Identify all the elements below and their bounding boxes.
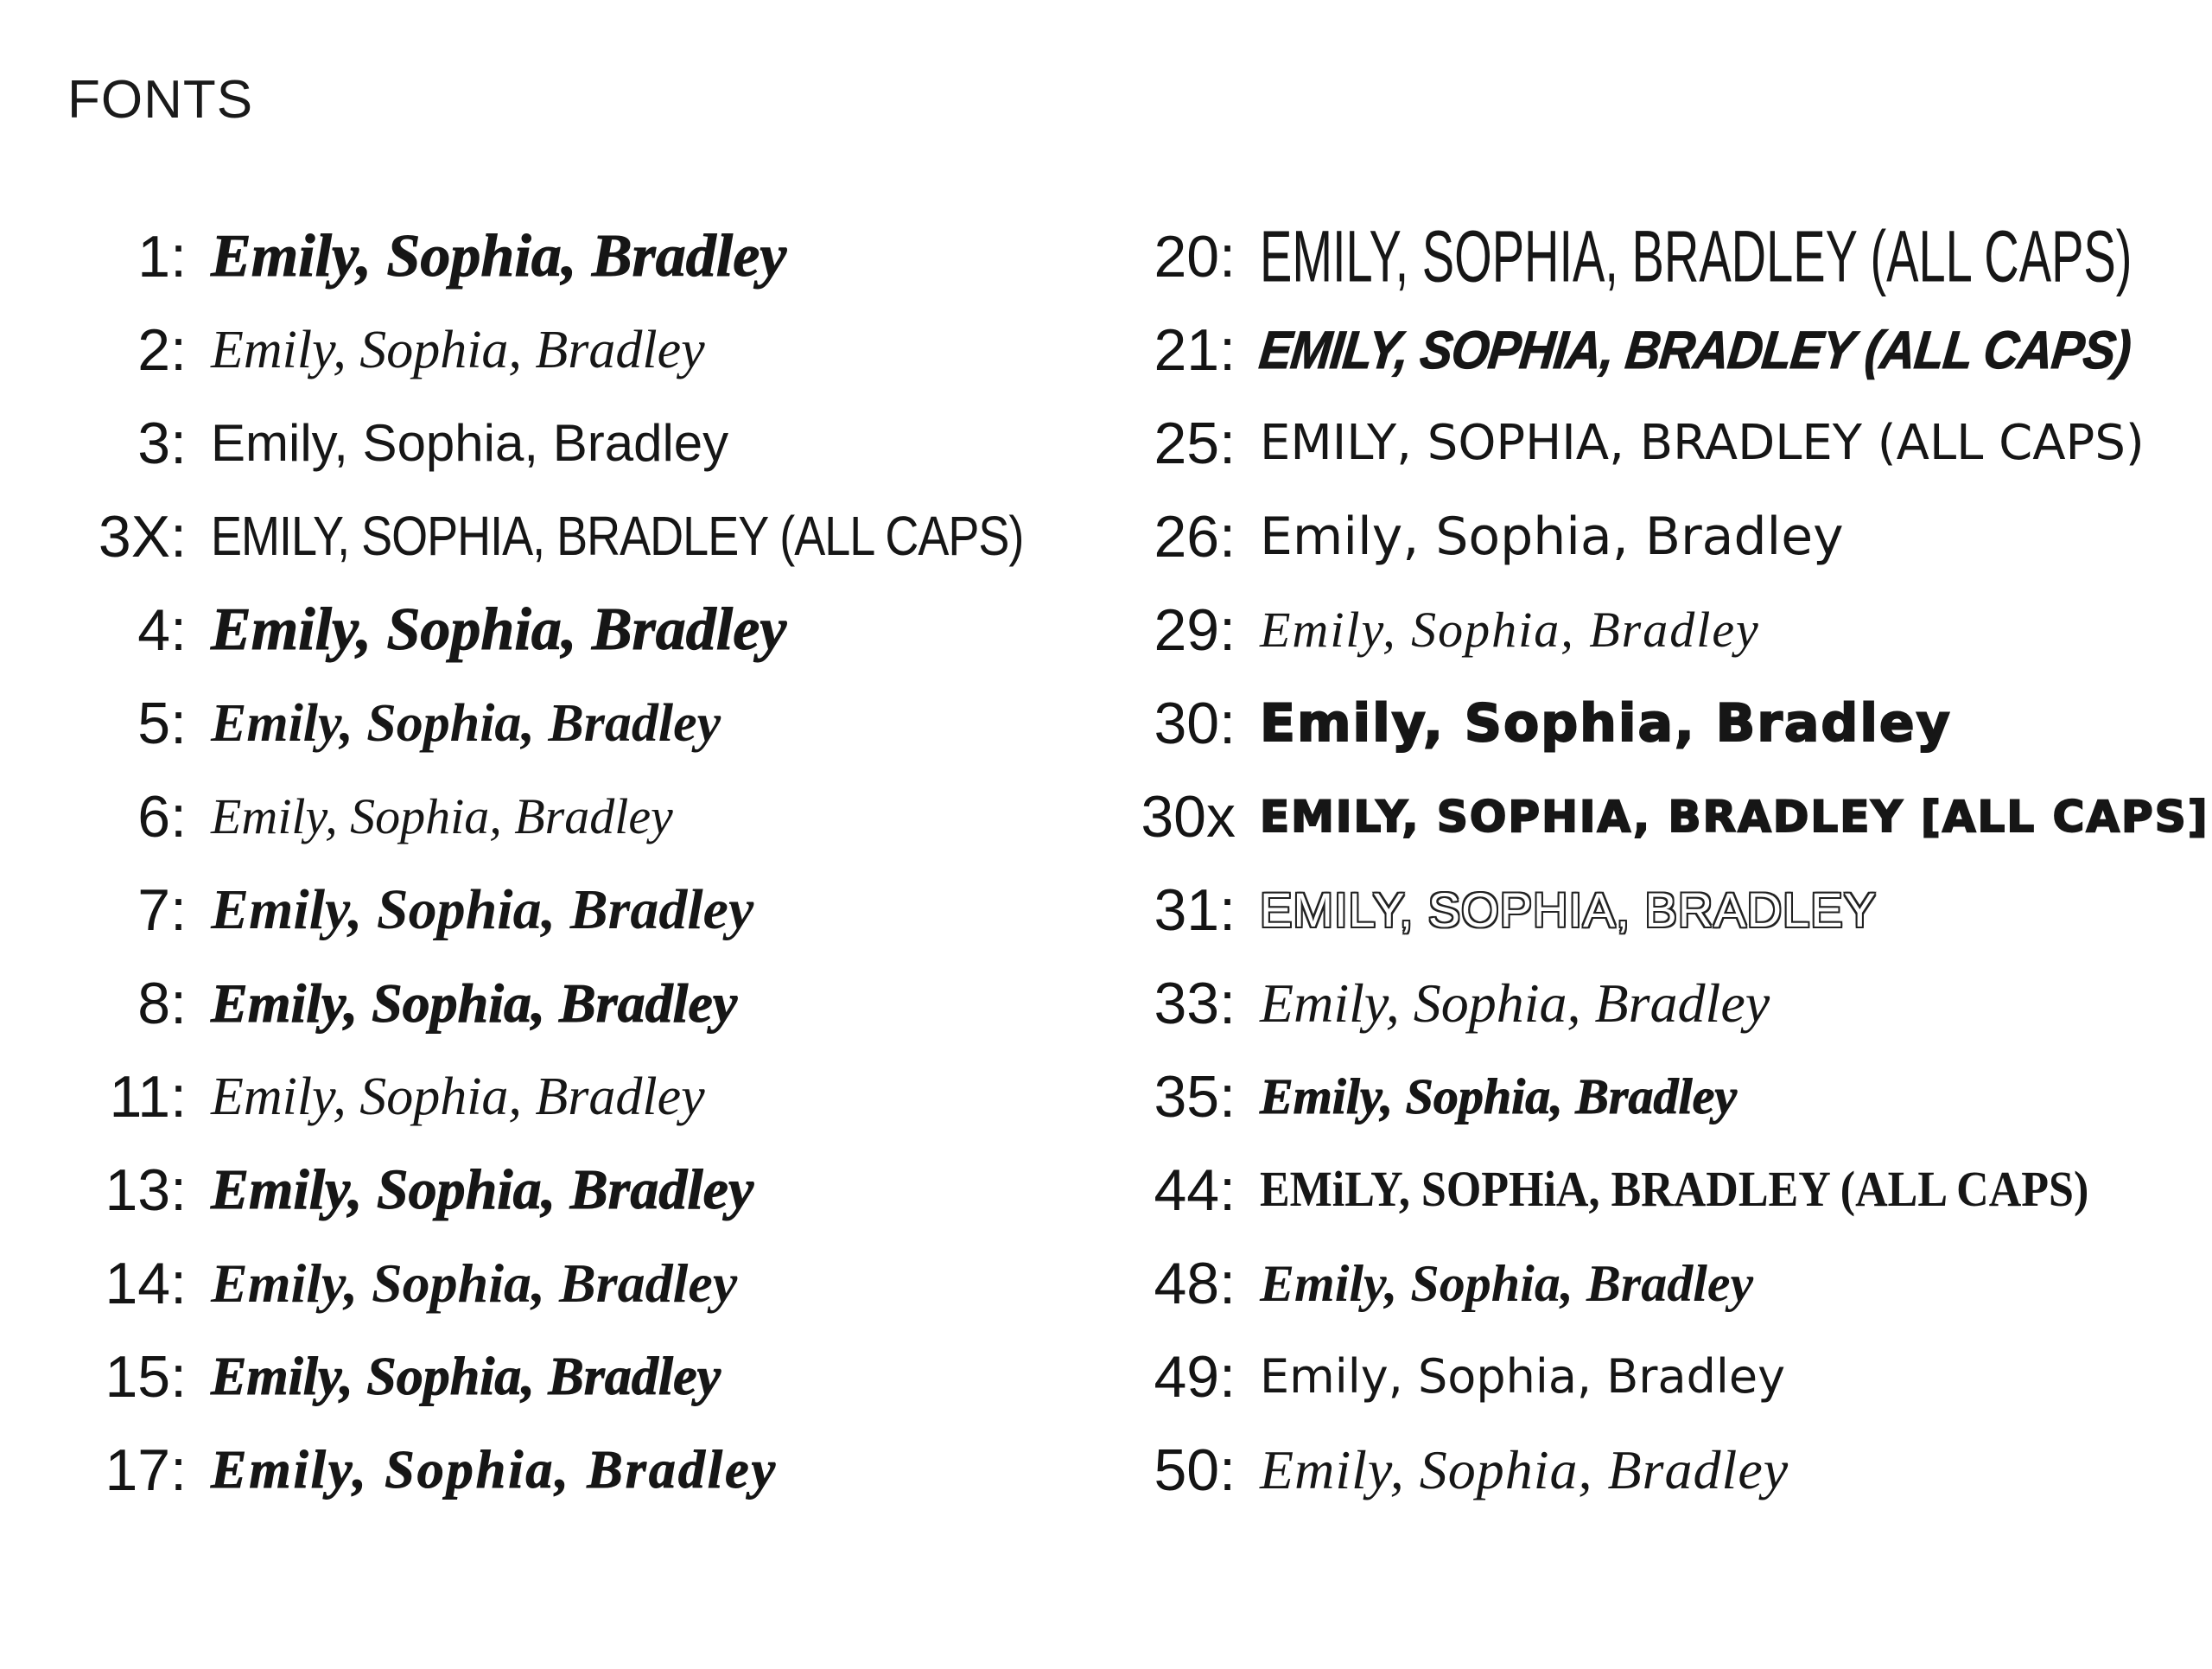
font-sample-text: Emily, Sophia, Bradley [1260,1349,1786,1404]
font-sample-text: Emily, Sophia, Bradley [211,1158,754,1221]
font-sample-row [1115,1330,2203,1424]
font-number-label: 13: [105,1157,187,1223]
font-sample-text: Emily, Sophia, Bradley [211,1347,721,1406]
font-sample-text: Emily, Sophia, Bradley [1260,506,1844,567]
font-number-label: 29: [1154,597,1236,663]
font-number-label: 30x [1141,784,1236,850]
font-sample-text: EMILY, SOPHIA, BRADLEY (ALL CAPS) [211,506,1024,568]
font-sample-row [55,677,1075,770]
font-sample-row [1115,770,2209,863]
font-sample-text: Emily, Sophia, Bradley [211,1067,705,1126]
font-sample-text: Emily, Sophia, Bradley [211,1441,779,1500]
font-sample-row [1115,1050,2203,1143]
font-sample-row [55,957,1075,1050]
right-column [1115,210,2209,1517]
font-number-label: 33: [1154,971,1236,1036]
font-sample-row [1115,303,2203,397]
font-sample-row [55,490,1075,583]
font-sample-row [1115,1237,2203,1330]
font-sample-row [55,397,1075,490]
font-sample-text: Emily, Sophia, Bradley [1260,602,1760,658]
font-number-label: 5: [137,691,187,756]
font-number-label: 48: [1154,1251,1236,1316]
font-sample-text: EMILY, SOPHIA, BRADLEY (ALL CAPS) [1260,415,2145,471]
page-title: FONTS [67,70,254,130]
font-number-label: 14: [105,1251,187,1316]
font-sample-row [1115,863,2203,957]
font-sample-row [1115,210,2203,303]
left-column [55,210,1075,1517]
font-number-label: 2: [137,317,187,383]
font-sample-row [55,1143,1075,1237]
font-number-label: 17: [105,1437,187,1503]
font-sample-text: Emily, Sophia, Bradley [1260,1068,1738,1124]
font-number-label: 26: [1154,504,1236,570]
font-sample-text: Emily, Sophia, Bradley [1260,693,1952,754]
font-sample-row [1115,677,2203,770]
font-sample-text: EMILY, SOPHIA, BRADLEY (ALL CAPS) [1260,215,2133,297]
font-sample-text: EMILY, SOPHIA, BRADLEY [ALL CAPS] [1260,792,2209,842]
font-sample-text: EMILY, SOPHIA, BRADLEY [1260,882,1877,937]
font-sample-row [1115,397,2203,490]
font-sample-text: Emily, Sophia, Bradley [211,321,705,379]
font-number-label: 25: [1154,411,1236,476]
font-sample-row [1115,583,2203,677]
font-number-label: 15: [105,1344,187,1410]
font-sample-row [55,1424,1075,1517]
font-sample-text: Emily, Sophia, Bradley [1260,1255,1754,1312]
font-number-label: 6: [137,784,187,850]
font-number-label: 3X: [98,504,187,570]
font-number-label: 20: [1154,224,1236,290]
font-sample-row [55,210,1075,303]
font-sample-row [55,1330,1075,1424]
font-sample-text: Emily, Sophia, Bradley [1260,1439,1789,1500]
font-sample-text: Emily, Sophia, Bradley [211,414,729,472]
font-sample-row [55,583,1075,677]
font-sample-row [55,863,1075,957]
font-number-label: 11: [109,1064,187,1130]
font-number-label: 44: [1154,1157,1236,1223]
font-sample-row [1115,1424,2203,1517]
font-number-label: 3: [137,411,187,476]
font-sample-text: Emily, Sophia, Bradley [211,1252,738,1314]
font-number-label: 50: [1154,1437,1236,1503]
font-sample-row [55,1237,1075,1330]
font-sample-text: Emily, Sophia, Bradley [211,972,738,1034]
font-number-label: 7: [137,877,187,943]
font-number-label: 1: [137,224,187,290]
font-sample-text: Emily, Sophia, Bradley [1260,972,1770,1034]
font-number-label: 30: [1154,691,1236,756]
font-sample-row [1115,1143,2203,1237]
font-sample-text: Emily, Sophia, Bradley [211,694,721,753]
font-columns [55,210,2212,1517]
font-number-label: 4: [137,597,187,663]
font-number-label: 31: [1154,877,1236,943]
font-sample-row [55,1050,1075,1143]
font-sample-text: Emily, Sophia, Bradley [211,223,787,290]
font-number-label: 49: [1154,1344,1236,1410]
font-number-label: 35: [1154,1064,1236,1130]
font-sample-text: Emily, Sophia, Bradley [211,878,754,941]
font-sample-row [55,770,1075,863]
font-sample-row [1115,957,2203,1050]
font-number-label: 8: [137,971,187,1036]
font-sample-text: Emily, Sophia, Bradley [211,596,787,663]
font-sample-row [55,303,1075,397]
font-sample-row [1115,490,2203,583]
font-sample-text: Emily, Sophia, Bradley [211,788,673,844]
font-number-label: 21: [1154,317,1236,383]
font-sample-text: EMILY, SOPHIA, BRADLEY (ALL CAPS) [1256,319,2133,380]
font-sample-text: EMiLY, SOPHiA, BRADLEY (ALL CAPS) [1260,1162,2089,1218]
